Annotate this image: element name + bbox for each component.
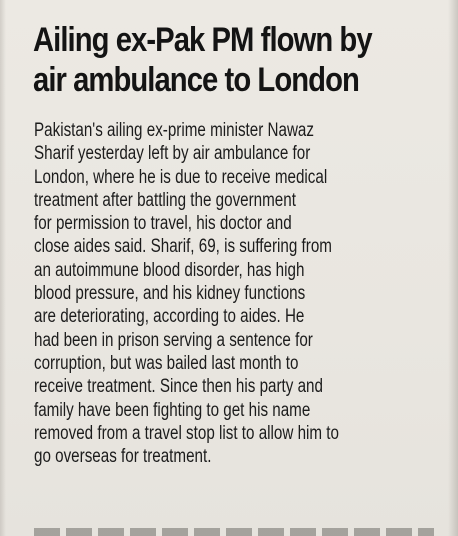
body-line: Sharif yesterday left by air ambulance for bbox=[34, 143, 311, 165]
body-line: go overseas for treatment. bbox=[34, 446, 212, 468]
body-line: receive treatment. Since then his party and bbox=[34, 376, 323, 398]
headline-line: Ailing ex-Pak PM flown by bbox=[33, 21, 372, 59]
body-line: had been in prison serving a sentence for bbox=[34, 329, 313, 351]
cut-off-next-line bbox=[34, 528, 434, 536]
body-line: removed from a travel stop list to allow him to bbox=[34, 422, 339, 444]
body-line: Pakistan's ailing ex-prime minister Nawaz bbox=[34, 120, 314, 141]
paper-edge-shadow-left bbox=[0, 0, 6, 536]
body-line: corruption, but was bailed last month to bbox=[34, 352, 299, 374]
headline-line: air ambulance to London bbox=[33, 61, 359, 99]
article-body bbox=[34, 119, 410, 468]
body-line: treatment after battling the government bbox=[34, 189, 296, 211]
body-line: family have been fighting to get his name bbox=[34, 399, 311, 421]
body-line: an autoimmune blood disorder, has high bbox=[34, 259, 305, 281]
body-line: blood pressure, and his kidney functions bbox=[34, 283, 306, 305]
body-line: London, where he is due to receive medical bbox=[34, 166, 328, 188]
paper-edge-shadow-right bbox=[448, 0, 458, 536]
article-headline bbox=[33, 20, 386, 100]
body-line: close aides said. Sharif, 69, is suffering from bbox=[34, 236, 332, 258]
body-line: are deteriorating, according to aides. He bbox=[34, 306, 305, 328]
body-line: for permission to travel, his doctor and bbox=[34, 213, 292, 235]
